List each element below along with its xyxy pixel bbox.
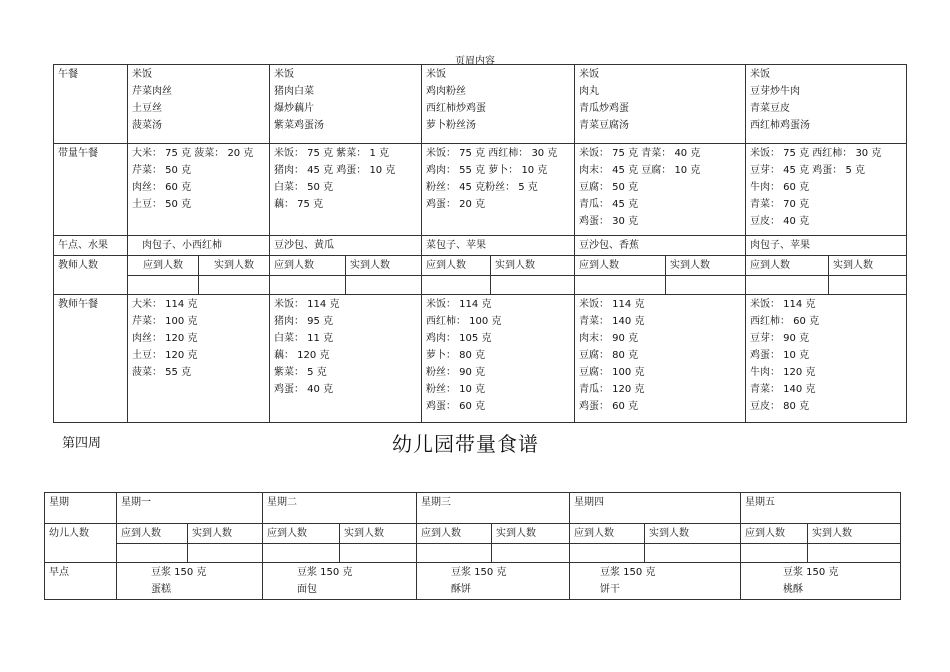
snack-day-1: 肉包子、小西红柿 [128, 236, 270, 256]
breakfast-row [45, 562, 901, 599]
weekday-1: 星期一 [117, 493, 263, 524]
menu-item: 芹菜肉丝 [132, 86, 172, 97]
child-count-row [45, 524, 901, 563]
menu-item: 酥饼 [451, 583, 471, 595]
breakfast-day-4 [570, 562, 741, 599]
portion-day-5 [746, 144, 907, 236]
actual-count-label: 实到人数 [492, 524, 570, 544]
portion-item: 牛肉： 120 克 [750, 366, 816, 378]
menu-item: 豆浆 150 克 [783, 566, 839, 578]
due-count-value[interactable] [117, 544, 188, 562]
portion-item: 猪肉： 45 克 鸡蛋： 10 克 [274, 165, 396, 176]
menu-item: 豆浆 150 克 [600, 566, 656, 578]
portion-item: 豆芽： 90 克 [750, 332, 810, 344]
menu-item: 米饭 [750, 69, 770, 80]
portion-item: 藕： 75 克 [274, 199, 324, 210]
menu-item: 青瓜炒鸡蛋 [579, 103, 629, 114]
menu-item: 米饭 [426, 69, 446, 80]
menu-item: 米饭 [274, 69, 294, 80]
lunch-day-3 [422, 65, 575, 144]
portion-item: 米饭： 75 克 紫菜： 1 克 [274, 148, 389, 159]
due-count-label: 应到人数 [746, 256, 829, 276]
teacher-count-day-5 [746, 256, 907, 295]
lunch-day-1 [128, 65, 270, 144]
row-label-snack: 午点、水果 [54, 236, 128, 256]
lunch-day-5 [746, 65, 907, 144]
portion-item: 青菜： 70 克 [750, 199, 810, 210]
due-count-label: 应到人数 [741, 524, 808, 544]
breakfast-day-2 [263, 562, 417, 599]
actual-count-value[interactable] [199, 276, 270, 294]
due-count-label: 应到人数 [117, 524, 188, 544]
actual-count-label: 实到人数 [829, 256, 907, 276]
actual-count-label: 实到人数 [188, 524, 263, 544]
portion-item: 白菜： 50 克 [274, 182, 334, 193]
portion-item: 粉丝： 10 克 [426, 383, 486, 395]
teacher-count-day-2 [270, 256, 422, 295]
snack-day-5: 肉包子、苹果 [746, 236, 907, 256]
actual-count-value[interactable] [346, 276, 422, 294]
snack-row [54, 236, 907, 256]
portion-item: 菠菜： 55 克 [132, 366, 192, 378]
weekday-3: 星期三 [417, 493, 570, 524]
count-subtable [570, 524, 740, 562]
portion-item: 鸡蛋： 20 克 [426, 199, 486, 210]
child-count-day-3 [417, 524, 570, 563]
count-subtable [575, 256, 745, 294]
row-label-weekday: 星期 [45, 493, 117, 524]
weekday-row [45, 493, 901, 524]
menu-item: 面包 [297, 583, 317, 595]
page-header: 页眉内容 [455, 56, 495, 67]
actual-count-value[interactable] [340, 544, 417, 562]
snack-day-2: 豆沙包、黄瓜 [270, 236, 422, 256]
portion-day-1 [128, 144, 270, 236]
row-label-portion-lunch: 带量午餐 [54, 144, 128, 236]
due-count-value[interactable] [741, 544, 808, 562]
portion-item: 鸡蛋： 60 克 [579, 400, 639, 412]
portion-item: 青菜： 140 克 [750, 383, 816, 395]
actual-count-value[interactable] [808, 544, 901, 562]
portion-item: 牛肉： 60 克 [750, 182, 810, 193]
due-count-label: 应到人数 [270, 256, 346, 276]
week-label: 第四周 [62, 436, 102, 451]
weekday-5: 星期五 [741, 493, 901, 524]
menu-item: 紫菜鸡蛋汤 [274, 120, 324, 131]
portion-item: 米饭： 75 克 青菜： 40 克 [579, 148, 701, 159]
menu-item: 萝卜粉丝汤 [426, 120, 476, 131]
portion-item: 豆芽： 45 克 鸡蛋： 5 克 [750, 165, 865, 176]
portion-item: 粉丝： 90 克 [426, 366, 486, 378]
portion-item: 米饭： 75 克 西红柿： 30 克 [426, 148, 558, 159]
portion-item: 芹菜： 50 克 [132, 165, 192, 176]
portion-item: 萝卜： 80 克 [426, 349, 486, 361]
lunch-row [54, 65, 907, 144]
count-subtable [117, 524, 262, 562]
portion-item: 米饭： 114 克 [579, 298, 645, 310]
teacher-lunch-day-2 [270, 294, 422, 422]
count-subtable [422, 256, 574, 294]
portion-lunch-row [54, 144, 907, 236]
lunch-day-2 [270, 65, 422, 144]
teacher-count-day-3 [422, 256, 575, 295]
row-label-breakfast: 早点 [45, 562, 117, 599]
due-count-value[interactable] [422, 276, 491, 294]
weekday-2: 星期二 [263, 493, 417, 524]
weekday-4: 星期四 [570, 493, 741, 524]
menu-item: 豆浆 150 克 [151, 566, 207, 578]
portion-item: 豆腐： 100 克 [579, 366, 645, 378]
portion-item: 大米： 114 克 [132, 298, 198, 310]
actual-count-value[interactable] [666, 276, 746, 294]
actual-count-label: 实到人数 [645, 524, 741, 544]
teacher-count-row [54, 256, 907, 295]
due-count-label: 应到人数 [128, 256, 199, 276]
portion-item: 肉丝： 120 克 [132, 332, 198, 344]
count-subtable [417, 524, 569, 562]
page-title: 幼儿园带量食谱 [392, 432, 539, 456]
count-subtable [746, 256, 906, 294]
child-count-day-5 [741, 524, 901, 563]
teacher-lunch-day-3 [422, 294, 575, 422]
portion-item: 豆皮： 40 克 [750, 216, 810, 227]
due-count-value[interactable] [417, 544, 492, 562]
teacher-lunch-day-1 [128, 294, 270, 422]
teacher-lunch-day-4 [575, 294, 746, 422]
portion-item: 青瓜： 120 克 [579, 383, 645, 395]
actual-count-label: 实到人数 [340, 524, 417, 544]
row-label-teacher-lunch: 教师午餐 [54, 294, 128, 422]
menu-item: 西红柿炒鸡蛋 [426, 103, 486, 114]
menu-item: 西红柿鸡蛋汤 [750, 120, 810, 131]
row-label-lunch: 午餐 [54, 65, 128, 144]
due-count-label: 应到人数 [575, 256, 666, 276]
actual-count-value[interactable] [188, 544, 263, 562]
menu-item: 豆芽炒牛肉 [750, 86, 800, 97]
actual-count-label: 实到人数 [199, 256, 270, 276]
portion-item: 白菜： 11 克 [274, 332, 334, 344]
breakfast-day-5 [741, 562, 901, 599]
actual-count-label: 实到人数 [808, 524, 901, 544]
portion-item: 青瓜： 45 克 [579, 199, 639, 210]
menu-item: 豆浆 150 克 [297, 566, 353, 578]
actual-count-label: 实到人数 [346, 256, 422, 276]
portion-item: 豆皮： 80 克 [750, 400, 810, 412]
portion-item: 粉丝： 45 克粉丝： 5 克 [426, 182, 538, 193]
menu-item: 肉丸 [579, 86, 599, 97]
due-count-label: 应到人数 [422, 256, 491, 276]
menu-table-week4 [44, 492, 901, 600]
child-count-day-4 [570, 524, 741, 563]
menu-item: 青菜豆皮 [750, 103, 790, 114]
actual-count-value[interactable] [645, 544, 741, 562]
menu-table-week3 [53, 64, 907, 423]
portion-item: 鸡蛋： 40 克 [274, 383, 334, 395]
actual-count-value[interactable] [829, 276, 907, 294]
portion-item: 鸡肉： 55 克 萝卜： 10 克 [426, 165, 548, 176]
portion-item: 鸡蛋： 60 克 [426, 400, 486, 412]
portion-item: 大米： 75 克 菠菜： 20 克 [132, 148, 254, 159]
due-count-value[interactable] [128, 276, 199, 294]
due-count-value[interactable] [575, 276, 666, 294]
due-count-label: 应到人数 [417, 524, 492, 544]
due-count-value[interactable] [270, 276, 346, 294]
portion-item: 米饭： 75 克 西红柿： 30 克 [750, 148, 882, 159]
portion-item: 青菜： 140 克 [579, 315, 645, 327]
menu-item: 青菜豆腐汤 [579, 120, 629, 131]
actual-count-value[interactable] [492, 544, 570, 562]
breakfast-day-1 [117, 562, 263, 599]
portion-item: 鸡蛋： 10 克 [750, 349, 810, 361]
portion-item: 土豆： 50 克 [132, 199, 192, 210]
menu-item: 土豆丝 [132, 103, 162, 114]
due-count-value[interactable] [570, 544, 645, 562]
portion-item: 鸡蛋： 30 克 [579, 216, 639, 227]
row-label-child-count: 幼儿人数 [45, 524, 117, 563]
portion-item: 藕： 120 克 [274, 349, 330, 361]
count-subtable [270, 256, 421, 294]
menu-item: 米饭 [132, 69, 152, 80]
menu-item: 菠菜汤 [132, 120, 162, 131]
due-count-value[interactable] [746, 276, 829, 294]
breakfast-day-3 [417, 562, 570, 599]
portion-day-4 [575, 144, 746, 236]
menu-item: 饼干 [600, 583, 620, 595]
menu-item: 米饭 [579, 69, 599, 80]
portion-day-3 [422, 144, 575, 236]
menu-item: 鸡肉粉丝 [426, 86, 466, 97]
row-label-teacher-count: 教师人数 [54, 256, 128, 295]
teacher-lunch-row [54, 294, 907, 422]
portion-item: 米饭： 114 克 [274, 298, 340, 310]
portion-item: 肉末： 90 克 [579, 332, 639, 344]
due-count-label: 应到人数 [570, 524, 645, 544]
child-count-day-2 [263, 524, 417, 563]
snack-day-4: 豆沙包、香蕉 [575, 236, 746, 256]
child-count-day-1 [117, 524, 263, 563]
due-count-label: 应到人数 [263, 524, 340, 544]
teacher-count-day-4 [575, 256, 746, 295]
portion-item: 土豆： 120 克 [132, 349, 198, 361]
count-subtable [263, 524, 416, 562]
menu-item: 桃酥 [783, 583, 803, 595]
actual-count-label: 实到人数 [491, 256, 575, 276]
due-count-value[interactable] [263, 544, 340, 562]
portion-item: 西红柿： 100 克 [426, 315, 502, 327]
portion-item: 西红柿： 60 克 [750, 315, 820, 327]
teacher-lunch-day-5 [746, 294, 907, 422]
count-subtable [741, 524, 900, 562]
portion-item: 鸡肉： 105 克 [426, 332, 492, 344]
portion-item: 豆腐： 50 克 [579, 182, 639, 193]
portion-item: 肉丝： 60 克 [132, 182, 192, 193]
portion-item: 芹菜： 100 克 [132, 315, 198, 327]
count-subtable [128, 256, 269, 294]
portion-item: 豆腐： 80 克 [579, 349, 639, 361]
snack-day-3: 菜包子、苹果 [422, 236, 575, 256]
portion-item: 紫菜： 5 克 [274, 366, 327, 378]
portion-item: 米饭： 114 克 [750, 298, 816, 310]
portion-item: 米饭： 114 克 [426, 298, 492, 310]
actual-count-label: 实到人数 [666, 256, 746, 276]
menu-item: 猪肉白菜 [274, 86, 314, 97]
portion-item: 猪肉： 95 克 [274, 315, 334, 327]
actual-count-value[interactable] [491, 276, 575, 294]
portion-day-2 [270, 144, 422, 236]
teacher-count-day-1 [128, 256, 270, 295]
portion-item: 肉末： 45 克 豆腐： 10 克 [579, 165, 701, 176]
menu-item: 爆炒藕片 [274, 103, 314, 114]
lunch-day-4 [575, 65, 746, 144]
menu-item: 豆浆 150 克 [451, 566, 507, 578]
menu-item: 蛋糕 [151, 583, 171, 595]
